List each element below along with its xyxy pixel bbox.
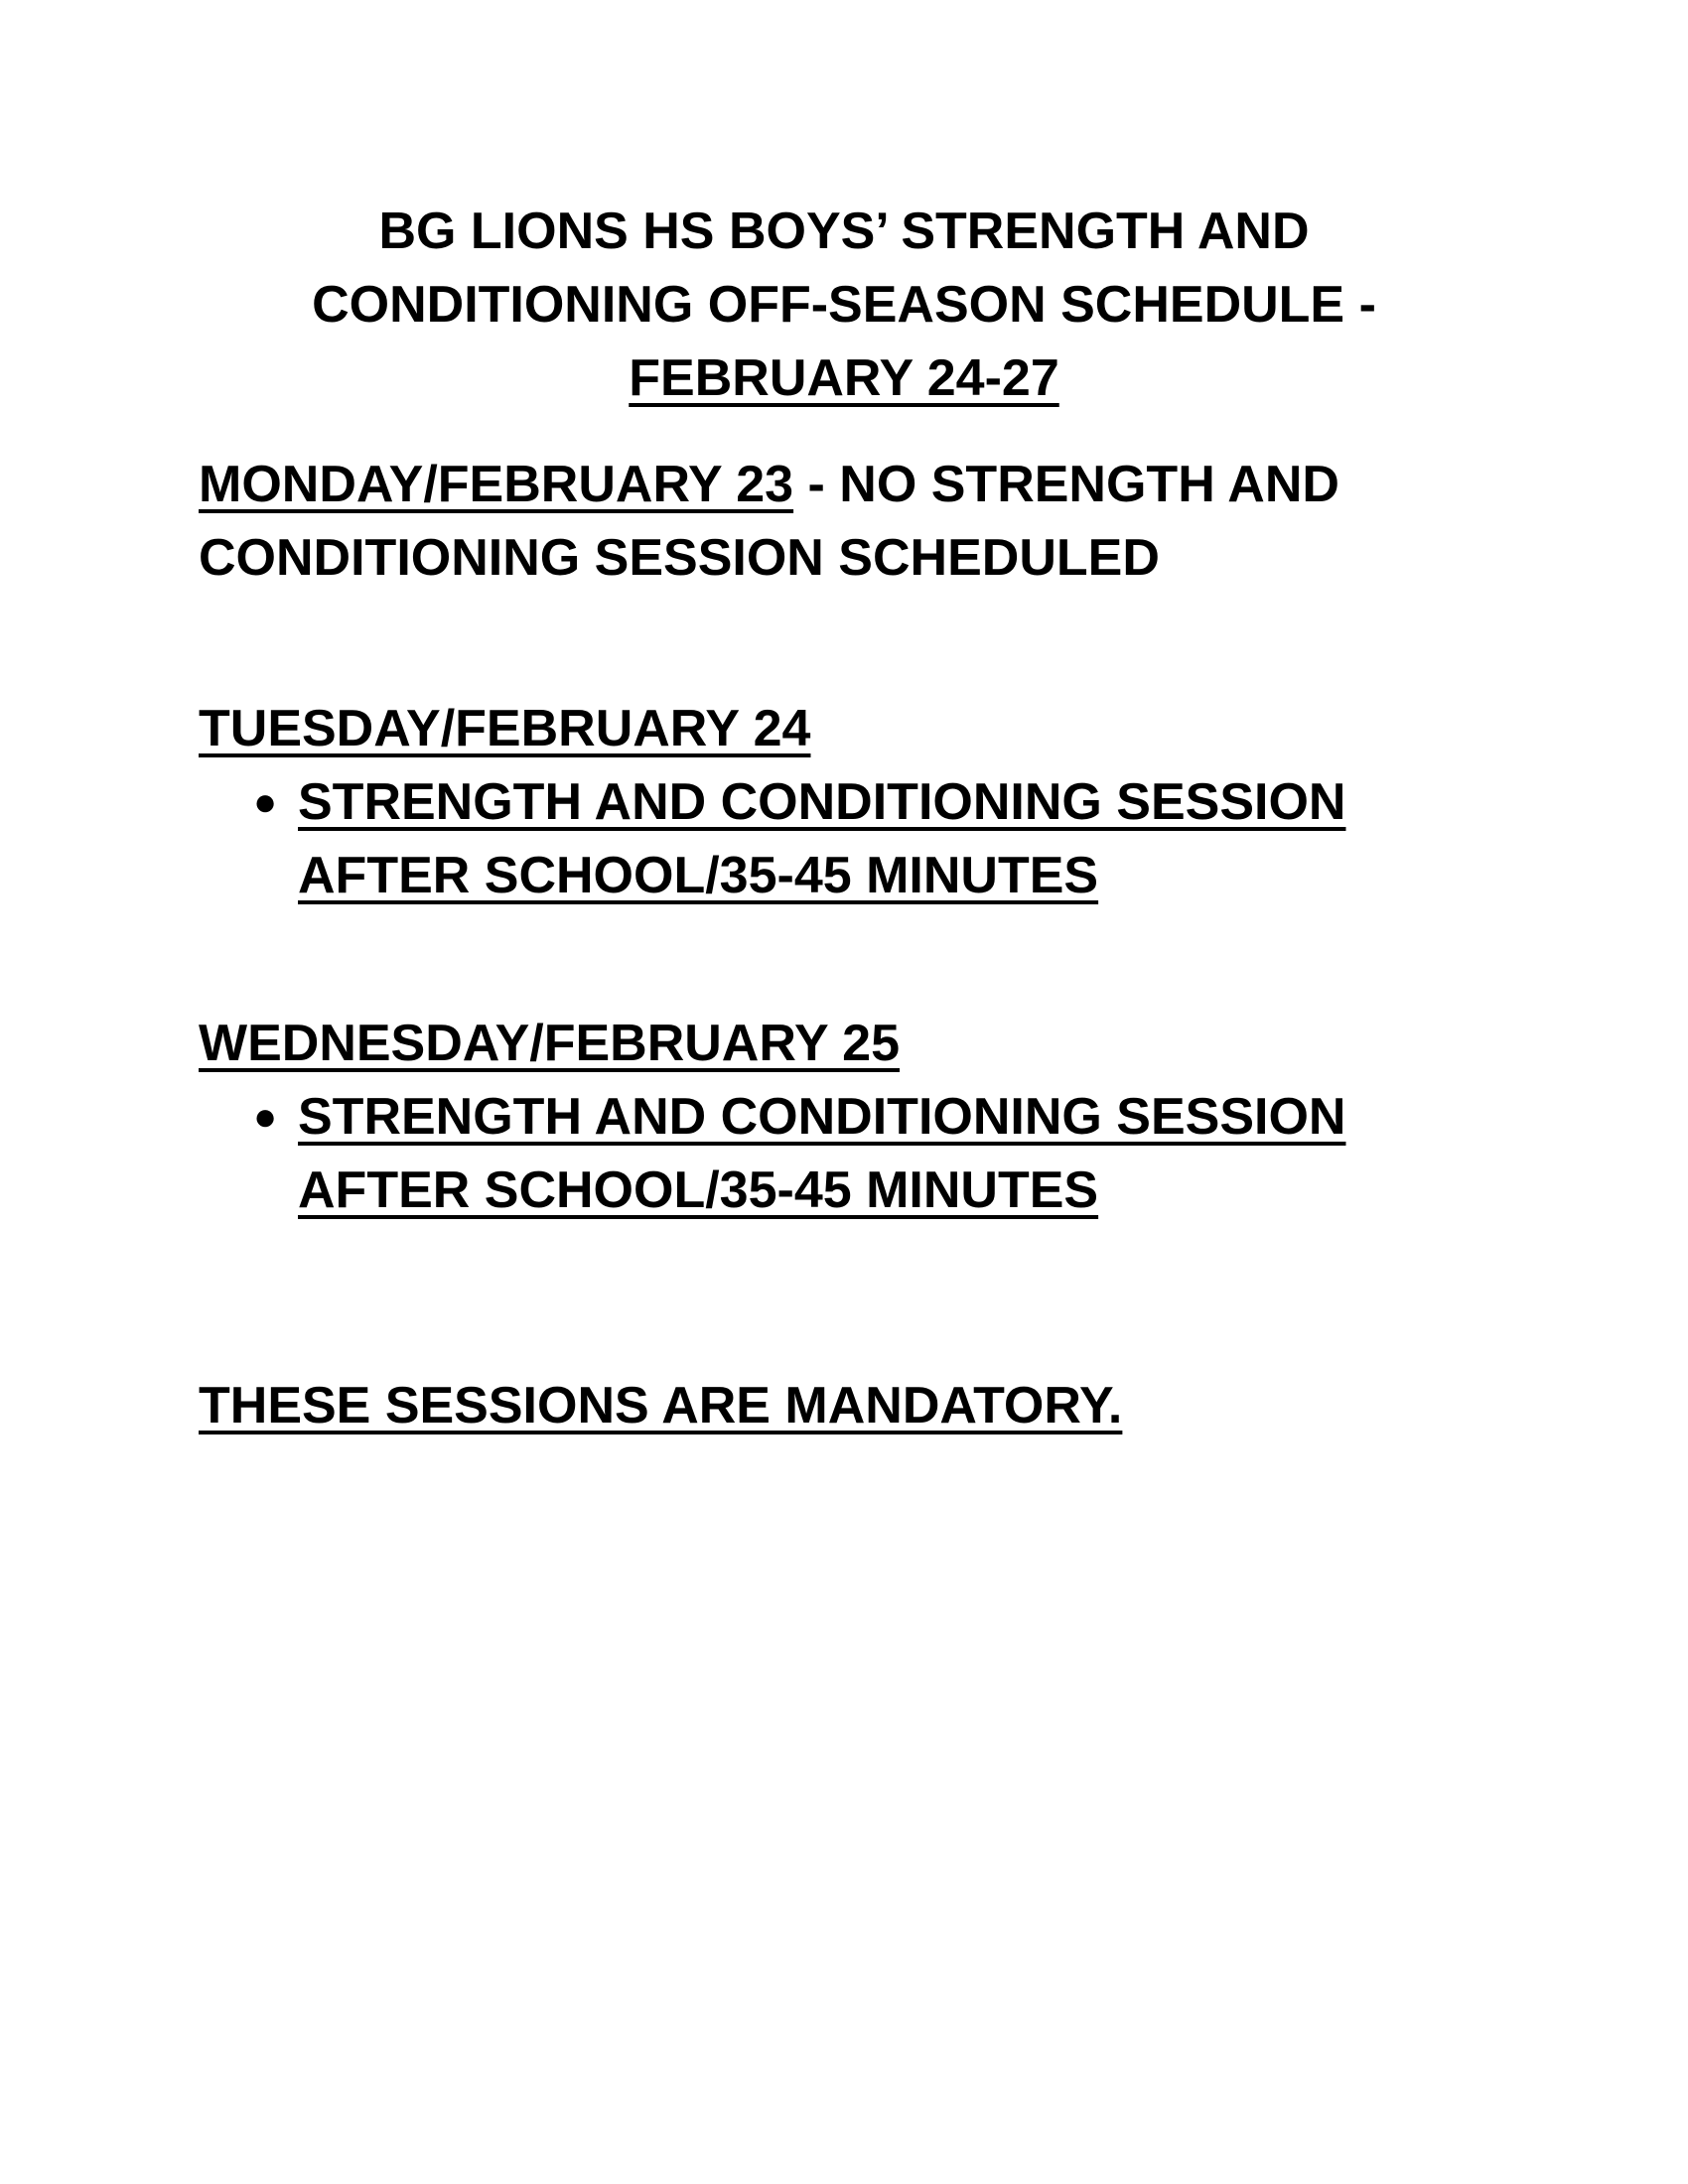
wednesday-heading: WEDNESDAY/FEBRUARY 25 bbox=[199, 1015, 901, 1072]
bullet-marker: ● bbox=[253, 1095, 278, 1139]
mandatory-note-line bbox=[199, 1369, 1122, 1442]
title-date-range: FEBRUARY 24-27 bbox=[629, 349, 1059, 407]
mandatory-note: THESE SESSIONS ARE MANDATORY. bbox=[199, 1377, 1123, 1434]
tuesday-heading: TUESDAY/FEBRUARY 24 bbox=[199, 700, 811, 757]
tuesday-heading-line bbox=[199, 692, 810, 765]
monday-note-part2: CONDITIONING SESSION SCHEDULED bbox=[199, 529, 1160, 587]
monday-note-line2 bbox=[199, 521, 1160, 595]
wednesday-bullet-line2: AFTER SCHOOL/35-45 MINUTES bbox=[298, 1161, 1099, 1219]
wednesday-bullet-text bbox=[298, 1080, 1345, 1227]
monday-heading: MONDAY/FEBRUARY 23 bbox=[199, 456, 794, 513]
wednesday-heading-line bbox=[199, 1007, 900, 1080]
title-line-2: CONDITIONING OFF-SEASON SCHEDULE - bbox=[312, 276, 1376, 334]
tuesday-bullet-text bbox=[298, 765, 1345, 912]
tuesday-bullet-line2: AFTER SCHOOL/35-45 MINUTES bbox=[298, 847, 1099, 904]
monday-line bbox=[199, 448, 1339, 521]
wednesday-bullet-line1: STRENGTH AND CONDITIONING SESSION bbox=[298, 1088, 1346, 1146]
page-title bbox=[199, 195, 1489, 415]
bullet-marker: ● bbox=[253, 780, 278, 824]
monday-note-part1: - NO STRENGTH AND bbox=[793, 456, 1339, 513]
title-line-1: BG LIONS HS BOYS’ STRENGTH AND bbox=[378, 203, 1310, 260]
tuesday-bullet-line1: STRENGTH AND CONDITIONING SESSION bbox=[298, 773, 1346, 831]
title-line-3 bbox=[199, 341, 1489, 415]
